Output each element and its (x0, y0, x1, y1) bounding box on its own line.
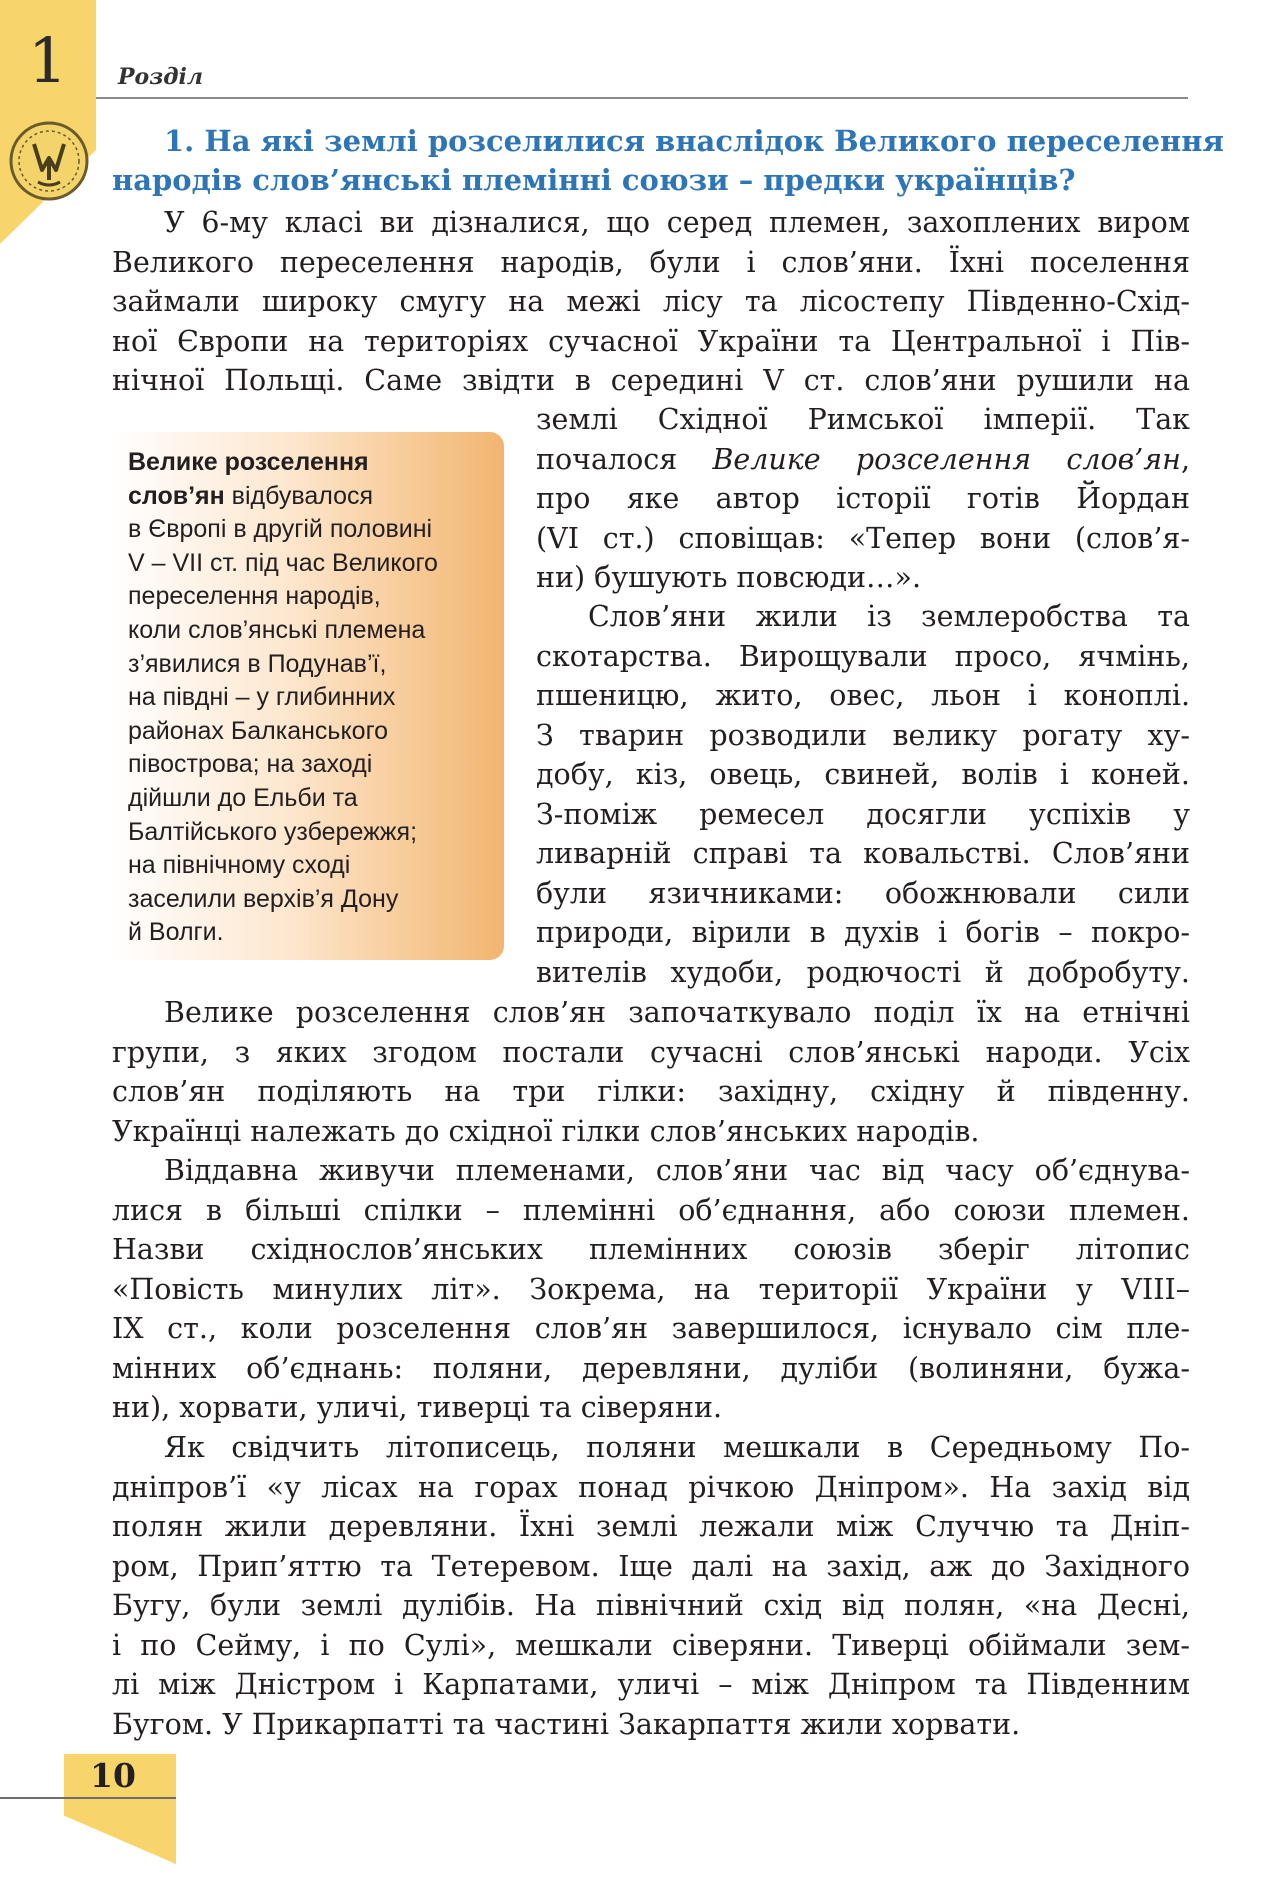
text-line: Назви східнослов’янських племінних союзів зберіг літопис (112, 1233, 1190, 1266)
text-line: полян жили деревляни. Їхні землі лежали між Случчю та Дніп- (112, 1510, 1190, 1543)
text-line: Великого переселення народів, були і слов’яни. Їхні поселення (112, 245, 1190, 279)
text-fragment: відбувалося (224, 481, 374, 510)
coin-icon (6, 118, 92, 204)
text-line: нічної Польщі. Саме звідти в середині V ст. слов’яни рушили на (112, 364, 1190, 397)
text-line: IX ст., коли розселення слов’ян завершилося, існувало сім пле- (112, 1312, 1190, 1345)
text-line: займали широку смугу на межі лісу та лісостепу Південно-Схід- (112, 285, 1190, 318)
text-line: ром, Прип’яттю та Тетеревом. Іще далі на захід, аж до Західного (112, 1549, 1190, 1583)
text-line: ної Європи на територіях сучасної України та Центральної і Пів- (112, 324, 1190, 358)
callout-line: в Європі в другій половині (128, 515, 433, 544)
definition-callout (110, 432, 504, 960)
text-line: дніпров’ї «у лісах на горах понад річкою Дніпром». На захід від (112, 1470, 1190, 1504)
paragraph-3 (112, 993, 1190, 1151)
chapter-number: 1 (28, 24, 68, 97)
paragraph-2 (536, 597, 1190, 992)
footer-divider (0, 1797, 176, 1799)
paragraph-5 (112, 1428, 1190, 1744)
text-line: З-поміж ремесел досягли успіхів у (536, 797, 1190, 831)
text-line (536, 440, 1190, 480)
text-line: скотарства. Вирощували просо, ячмінь, (536, 639, 1190, 673)
text-line: природи, вірили в духів і богів – покро- (536, 916, 1190, 949)
text-line: (VI ст.) сповіщав: «Тепер вони (слов’я- (536, 521, 1190, 555)
text-fragment: , (1180, 442, 1190, 476)
text-line: Велике розселення слов’ян започаткувало поділ їх на етнічні (164, 996, 1190, 1029)
callout-line: на півдні – у глибинних (128, 683, 396, 712)
text-line: Бугом. У Прикарпатті та частині Закарпаття жили хорвати. (112, 1707, 1021, 1741)
callout-term: Велике розселення (128, 448, 369, 476)
callout-line: переселення народів, (128, 582, 381, 611)
text-line: добу, кіз, овець, свиней, волів і коней. (536, 758, 1190, 791)
callout-line: й Волги. (128, 918, 224, 947)
text-line: Бугу, були землі дулібів. На північний схід від полян, «на Десні, (112, 1589, 1190, 1622)
page-number: 10 (90, 1756, 136, 1795)
text-fragment: почалося (536, 442, 713, 476)
header-divider (96, 97, 1188, 99)
italic-term: Велике розселення слов’ян (712, 442, 1181, 476)
callout-line: районах Балканського (128, 716, 389, 745)
text-line: Як свідчить літописець, поляни мешкали в Середньому По- (164, 1431, 1190, 1464)
text-line: ливарній справі та ковальстві. Слов’яни (536, 837, 1190, 870)
callout-line: на північному сході (128, 851, 351, 880)
callout-line: дійшли до Ельби та (128, 783, 358, 812)
text-line: про яке автор історії готів Йордан (536, 482, 1190, 515)
text-line: групи, з яких згодом постали сучасні слов’янські народи. Усіх (112, 1035, 1190, 1069)
text-line: слов’ян поділяють на три гілки: західну, східну й південну. (112, 1075, 1190, 1108)
callout-line (128, 446, 494, 480)
text-line: були язичниками: обожнювали сили (536, 876, 1190, 910)
text-line: «Повість минулих літ». Зокрема, на території України у VIII– (112, 1272, 1190, 1306)
text-line: вителів худоби, родючості й добробуту. (536, 955, 1190, 989)
callout-text (128, 446, 494, 950)
paragraph-1 (112, 203, 1190, 401)
text-line: і по Сейму, і по Сулі», мешкали сіверяни. Тиверці обіймали зем- (112, 1628, 1190, 1662)
callout-line (128, 480, 494, 514)
paragraph-1-continued (536, 400, 1190, 598)
callout-line: з’явилися в Подунав’ї, (128, 649, 387, 678)
section-title-line: 1. На які землі розселилися внаслідок Великого переселення (164, 124, 1224, 158)
text-line: З тварин розводили велику рогату ху- (536, 718, 1190, 752)
callout-line: Балтійського узбережжя; (128, 817, 418, 846)
paragraph-4 (112, 1151, 1190, 1428)
chapter-label: Розділ (118, 64, 204, 90)
text-line: Слов’яни жили із землеробства та (588, 600, 1190, 633)
text-line: У 6-му класі ви дізналися, що серед племен, захоплених виром (164, 206, 1190, 239)
text-line: Віддавна живучи племенами, слов’яни час від часу об’єднува- (164, 1154, 1190, 1187)
section-title (112, 122, 1224, 200)
callout-line: заселили верхів’я Дону (128, 884, 399, 913)
text-line: мінних об’єднань: поляни, деревляни, дуліби (волиняни, бужа- (112, 1351, 1190, 1385)
callout-term: слов’ян (128, 481, 225, 510)
text-line: землі Східної Римської імперії. Так (536, 403, 1190, 436)
text-line: Українці належать до східної гілки слов’янських народів. (112, 1114, 980, 1148)
text-line: лі між Дністром і Карпатами, уличі – між Дніпром та Південним (112, 1668, 1190, 1701)
section-title-line: народів слов’янські племінні союзи – предки українців? (112, 163, 1076, 197)
text-line: ни), хорвати, уличі, тиверці та сіверяни. (112, 1391, 723, 1424)
text-line: ни) бушують повсюди…». (536, 561, 922, 594)
text-line: лися в більші спілки – племінні об’єднання, або союзи племен. (112, 1193, 1190, 1227)
callout-line: коли слов’янські племена (128, 615, 426, 644)
callout-line: V – VII ст. під час Великого (128, 548, 438, 577)
text-line: пшеницю, жито, овес, льон і коноплі. (536, 679, 1190, 712)
callout-line: півострова; на заході (128, 750, 373, 779)
